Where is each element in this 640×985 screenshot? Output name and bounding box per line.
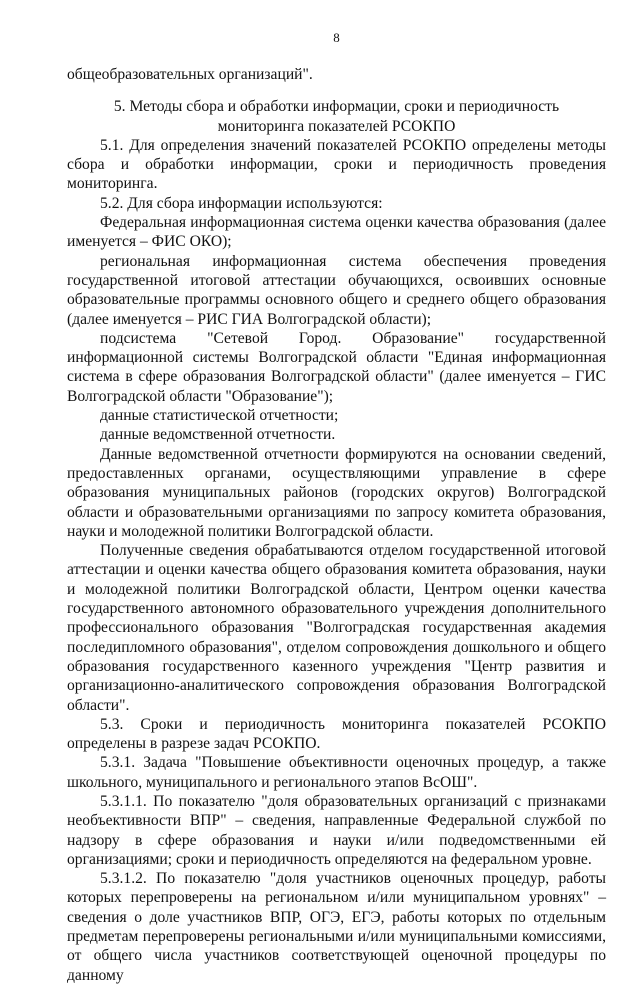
paragraph-5-3: 5.3. Сроки и периодичность мониторинга показателей РСОКПО определены в разрезе задач РСОКПО. <box>67 715 606 753</box>
list-item-statistical-reports: данные статистической отчетности; <box>100 407 339 425</box>
page-number: 8 <box>333 30 340 45</box>
section-heading <box>67 97 606 136</box>
paragraph-departmental-data: Данные ведомственной отчетности формируются на основании сведений, предоставленных органами, осуществляющими управление в сфере образования муниципальных районов (городских округов) Волгоградской области и образовательными организациями по запросу комитета образования, науки и молодежной политики Волгоградской области. <box>67 445 606 540</box>
paragraph-5-3-1-1: 5.3.1.1. По показателю "доля образовательных организаций с признаками необъективности ВПР" – сведения, направленные Федеральной службой по надзору в сфере образования и науки и/или подведомственными ей организациями; сроки и периодичность определяются на федеральном уровне. <box>67 792 606 868</box>
paragraph-5-1: 5.1. Для определения значений показателей РСОКПО определены методы сбора и обработки информации, сроки и периодичность проведения мониторинга. <box>67 136 606 193</box>
list-item-gis-obrazovanie: подсистема "Сетевой Город. Образование" государственной информационной системы Волгоградской области "Единая информационная система в сфере образования Волгоградской области" (далее именуется – ГИС Волгоградской области "Образование"); <box>67 329 606 405</box>
paragraph-processing: Полученные сведения обрабатываются отделом государственной итоговой аттестации и оценки качества общего образования комитета образования, науки и молодежной политики Волгоградской области, Центром оценки качества государственного автономного образовательного учреждения дополнительного профессионального образования "Волгоградская государственная академия последипломного образования", отделом сопровождения дошкольного и общего образования государственного казенного учреждения "Центр развития и организационно-аналитического сопровождения образования Волгоградской области". <box>67 542 606 714</box>
section-heading-line-1: 5. Методы сбора и обработки информации, сроки и периодичность <box>113 98 560 116</box>
paragraph-5-2: 5.2. Для сбора информации используются: <box>100 194 383 212</box>
paragraph-continuation: общеобразовательных организаций". <box>67 66 313 83</box>
section-heading-line-2: мониторинга показателей РСОКПО <box>217 117 456 135</box>
list-item-fis-oko: Федеральная информационная система оценки качества образования (далее именуется – ФИС ОКО); <box>67 214 606 251</box>
paragraph-5-3-1-2: 5.3.1.2. По показателю "доля участников оценочных процедур, работы которых перепроверены на региональном и/или муниципальном уровнях" – сведения о доле участников ВПР, ОГЭ, ЕГЭ, работы которых по отдельным предметам перепроверены региональными и/или муниципальными комиссиями, от общего числа участников соответствующей оценочной процедуры по данному <box>67 870 606 984</box>
paragraph-5-3-1: 5.3.1. Задача "Повышение объективности оценочных процедур, а также школьного, муниципального и регионального этапов ВсОШ". <box>67 754 606 791</box>
list-item-ris-gia: региональная информационная система обеспечения проведения государственной итоговой аттестации обучающихся, освоивших основные образовательные программы основного общего и среднего общего образования (далее именуется – РИС ГИА Волгоградской области); <box>67 252 606 328</box>
list-item-departmental-reports: данные ведомственной отчетности. <box>100 426 336 444</box>
